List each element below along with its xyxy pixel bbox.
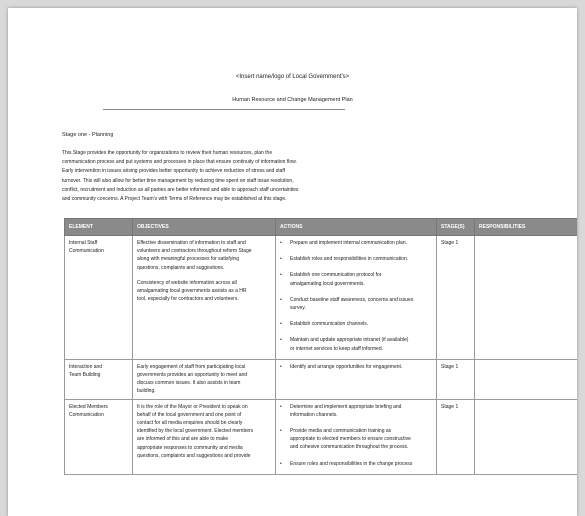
action-line: and cohesive communication throughout the process.	[290, 444, 409, 451]
action-item	[280, 255, 432, 263]
header-responsibilities: RESPONSIBILITIES	[475, 219, 578, 236]
table-row	[65, 359, 578, 399]
action-line: survey.	[290, 305, 306, 312]
objective-line: amalgamating local governments assists as a HR	[137, 288, 247, 295]
objective-line: contact for all media enquiries should be clearly	[137, 420, 243, 427]
element-line: Communication	[69, 411, 104, 418]
action-item	[280, 427, 432, 452]
table-header-row	[65, 219, 578, 236]
action-line: • Prepare and implement internal communication plan.	[290, 240, 408, 246]
objective-line: volunteers and contractors throughout reform Stage	[137, 248, 252, 255]
header-stages: STAGE(S)	[437, 219, 475, 236]
cell-responsibilities	[475, 399, 578, 474]
element-line: Internal Staff	[69, 240, 98, 246]
element-line: Team Building	[69, 372, 101, 379]
intro-line: turnover. This will also allow for better time management by reducing time spent on staff issue resolution,	[62, 177, 294, 184]
cell-objectives	[133, 236, 276, 360]
cell-responsibilities	[475, 236, 578, 360]
action-item	[280, 363, 432, 371]
action-item	[280, 271, 432, 287]
cell-stage: Stage 1	[437, 399, 475, 474]
action-line: information channels.	[290, 411, 338, 418]
action-line: or internet services to keep staff informed.	[290, 345, 384, 352]
objective-line: Consistency of website information across all	[137, 279, 237, 286]
intro-line: This Stage provides the opportunity for organizations to review their human resources, plan the	[62, 150, 273, 156]
intro-line: communication process and put systems and processes in place that ensure continuity of information flow.	[62, 159, 297, 166]
action-item	[280, 336, 432, 352]
objective-line: behalf of the local government and one point of	[137, 411, 242, 418]
action-item	[280, 460, 432, 468]
action-line: • Provide media and communication training as	[290, 428, 392, 435]
cell-responsibilities	[475, 359, 578, 399]
cell-objectives	[133, 359, 276, 399]
stage-heading: Stage one - Planning	[62, 132, 114, 138]
objective-line: Effective dissemination of information to staff and	[137, 240, 246, 246]
intro-line: Early intervention in issues arising provides better opportunity to achieve reduction of stress and staff	[62, 168, 286, 175]
action-line: • Identify and arrange opportunities for engagement.	[290, 363, 403, 370]
objective-line: tool, especially for contractors and volunteers.	[137, 296, 239, 303]
cell-stage: Stage 1	[437, 236, 475, 360]
action-line: • Establish communication channels.	[290, 321, 369, 328]
element-line: Communication	[69, 248, 104, 255]
action-line: • Conduct baseline staff awareness, concerns and issues	[290, 296, 414, 303]
header-actions: ACTIONS	[276, 219, 437, 236]
action-item	[280, 296, 432, 312]
action-item	[280, 403, 432, 419]
document-page	[8, 8, 577, 516]
action-line: • Establish one communication protocol for	[290, 272, 382, 279]
cell-actions	[276, 359, 437, 399]
intro-paragraph	[62, 149, 362, 204]
element-line: Interaction and	[69, 363, 103, 370]
header-objectives: OBJECTIVES	[133, 219, 276, 236]
action-line: • Establish roles and responsibilities in communication.	[290, 256, 409, 263]
action-line: • Maintain and update appropriate intranet (if available)	[290, 337, 409, 344]
cell-element	[65, 359, 133, 399]
intro-line: conflict, recruitment and induction as all parties are better informed and able to approach staff uncertainties	[62, 186, 299, 193]
action-line: • Determine and implement appropriate briefing and	[290, 403, 402, 410]
title-divider	[103, 109, 345, 110]
header-element: ELEMENT	[65, 219, 133, 236]
document-subtitle: Human Resource and Change Management Plan	[232, 97, 353, 103]
objective-line: are informed of this and are able to make	[137, 436, 229, 443]
intro-line: and community concerns. A Project Team's with Terms of Reference may be established at this stage.	[62, 196, 287, 203]
cell-element	[65, 236, 133, 360]
action-item	[280, 239, 432, 247]
document-title: <Insert name/logo of Local Government's>	[235, 74, 350, 80]
cell-element	[65, 399, 133, 474]
objective-line: It is the role of the Mayor or President to speak on	[137, 403, 248, 410]
cell-stage: Stage 1	[437, 359, 475, 399]
action-line: appropriate to elected members to ensure constructive	[290, 436, 411, 443]
objective-line: questions, complaints and suggestions and provide	[137, 452, 251, 459]
objective-line: discuss common issues. It also assists in team	[137, 380, 241, 387]
table-row	[65, 399, 578, 474]
plan-table	[64, 218, 577, 475]
cell-actions	[276, 236, 437, 360]
objective-line: building.	[137, 388, 156, 395]
objective-line: questions, complaints and suggestions.	[137, 264, 225, 271]
cell-objectives	[133, 399, 276, 474]
element-line: Elected Members	[69, 403, 108, 410]
action-line: amalgamating local governments.	[290, 280, 365, 287]
objective-line: along with meaningful processes for satisfying	[137, 256, 239, 263]
objective-line: appropriate responses to community and media	[137, 444, 243, 451]
objective-line: Early engagement of staff from participating local	[137, 363, 246, 370]
table-row	[65, 236, 578, 360]
action-item	[280, 320, 432, 328]
objective-line: identified by the local government. Elected members	[137, 428, 254, 435]
objective-line: governments provides an opportunity to meet and	[137, 372, 248, 379]
action-line: • Ensure roles and responsibilities in the change process	[290, 460, 413, 467]
cell-actions	[276, 399, 437, 474]
